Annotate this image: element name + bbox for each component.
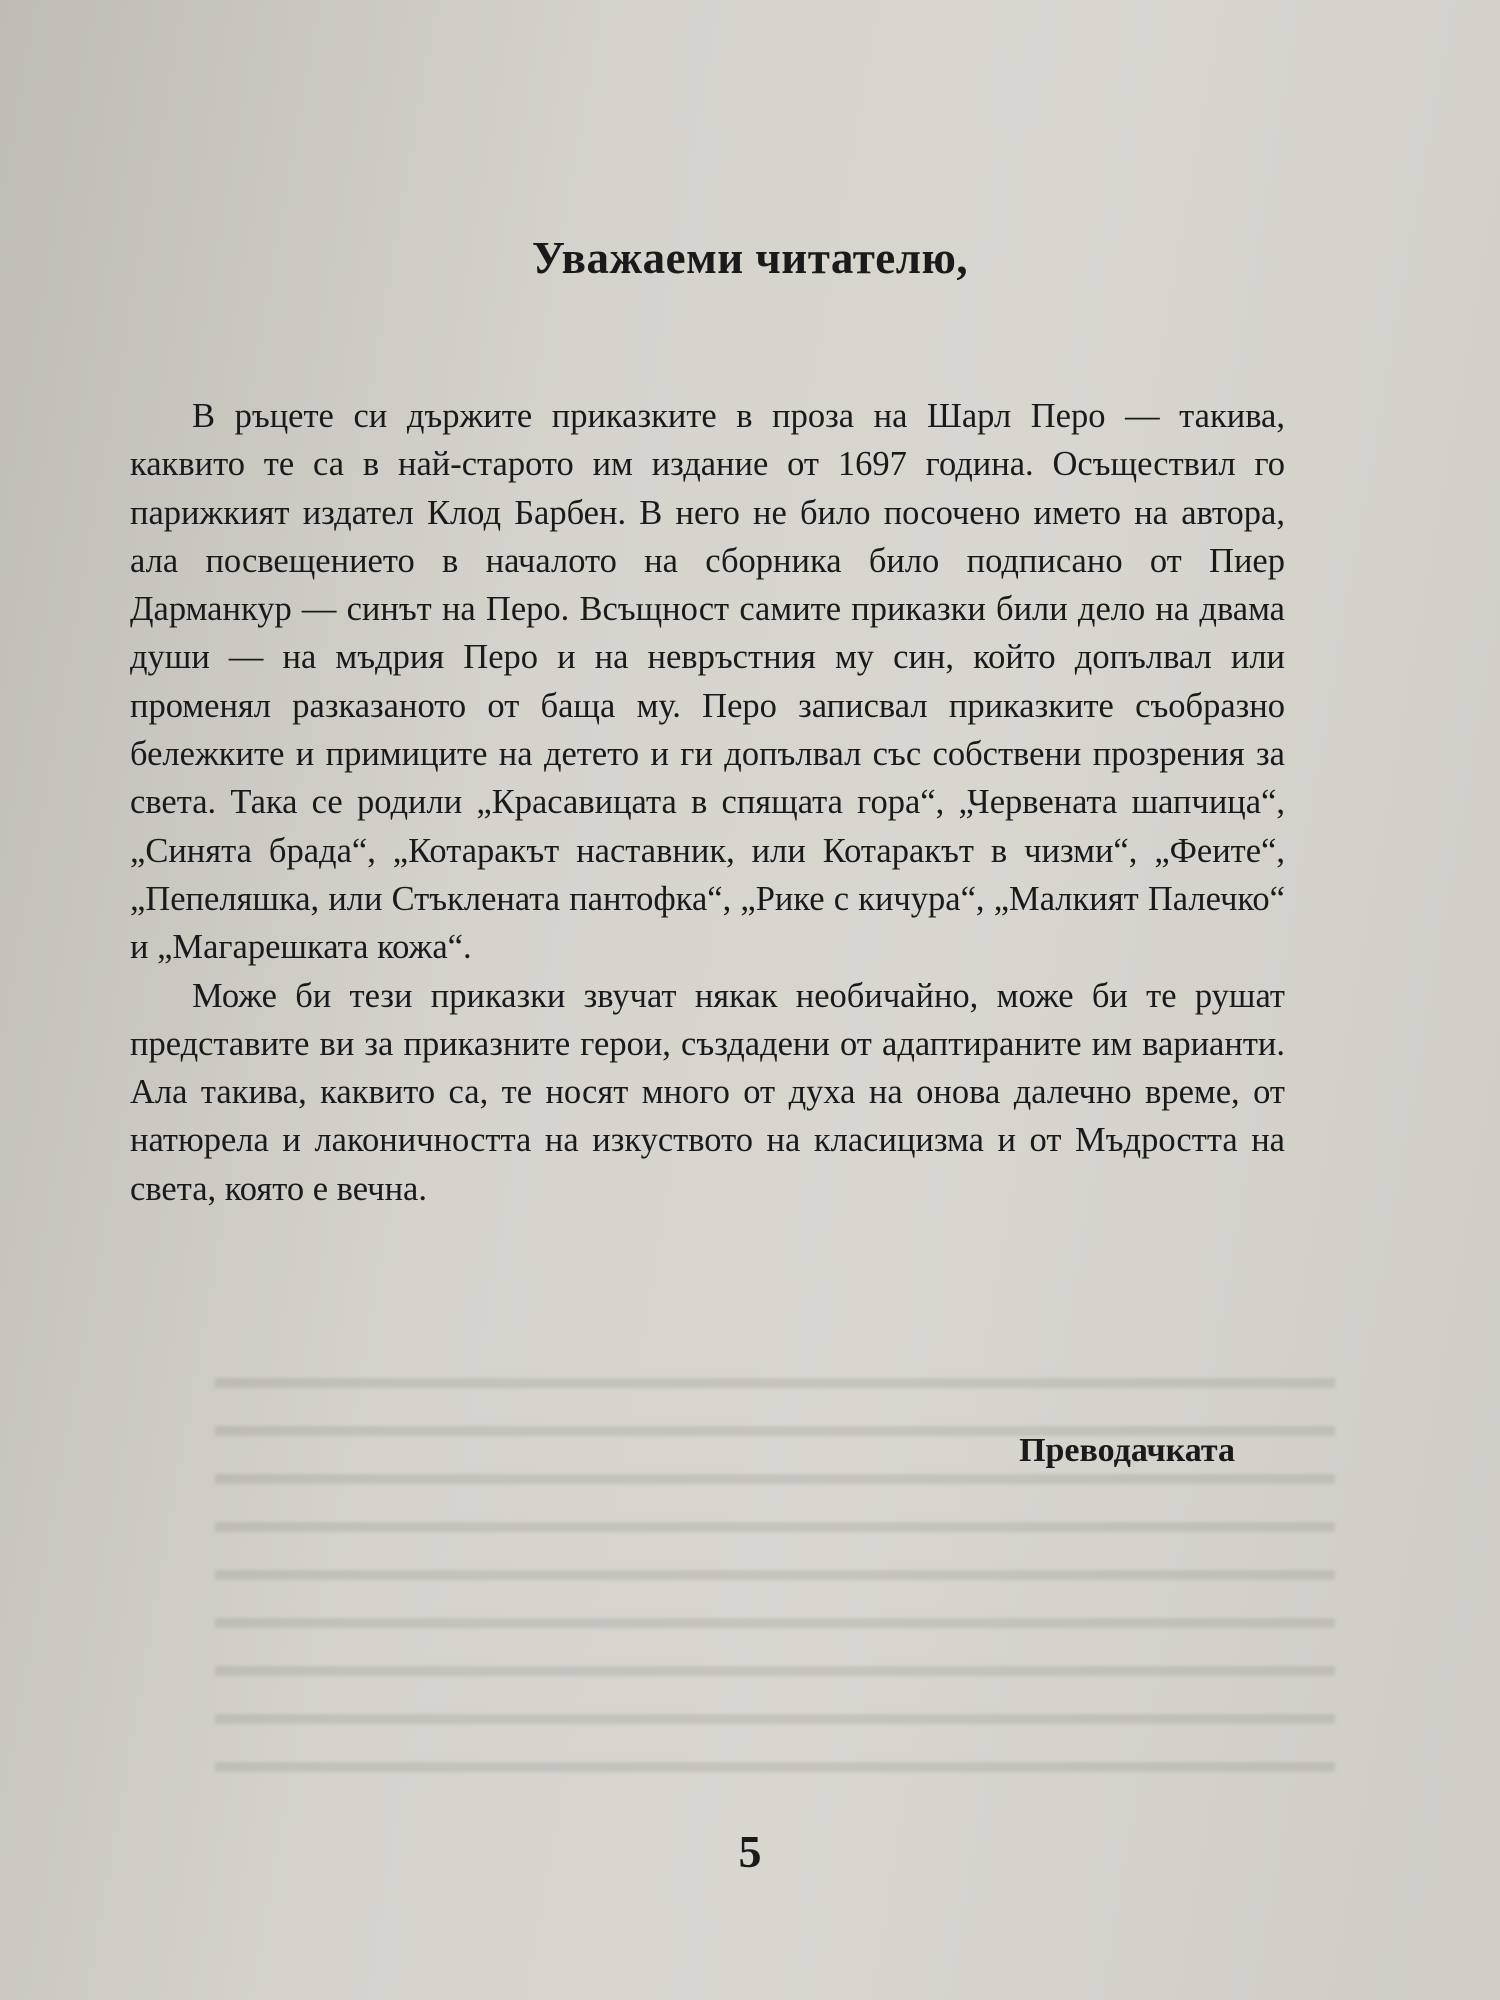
page-number: 5 [738,1826,762,1877]
signature: Преводачката [1019,1432,1235,1469]
body-text [130,392,1285,1213]
page-heading: Уважаеми читателю, [531,233,969,283]
show-through-text [215,1360,1335,1780]
paragraph-1: В ръцете си държите приказките в проза на Шарл Перо — такива, каквито те са в най-старото им издание от 1697 година. Осъществил го парижкият издател Клод Барбен. В него не било посочено името на автора, ала посвещението в началото на сборника било подписано от Пиер Дарманкур — синът на Перо. Всъщност самите приказки били дело на двама души — на мъдрия Перо и на невръстния му син, който допълвал или променял разказаното от баща му. Перо записвал приказките съобразно бележките и примиците на детето и ги допълвал със собствени прозрения за света. Така се родили „Красавицата в спящата гора“, „Червената шапчица“, „Синята брада“, „Котаракът наставник, или Котаракът в чизми“, „Феите“, „Пепеляшка, или Стъклената пантофка“, „Рике с кичура“, „Малкият Палечко“ и „Магарешката кожа“. [130,397,1285,967]
paragraph-2: Може би тези приказки звучат някак необичайно, може би те рушат представите ви за приказните герои, създадени от адаптираните им варианти. Ала такива, каквито са, те носят много от духа на онова далечно време, от натюрела и лаконичността на изкуството на класицизма и от Мъдростта на света, която е вечна. [130,976,1285,1208]
